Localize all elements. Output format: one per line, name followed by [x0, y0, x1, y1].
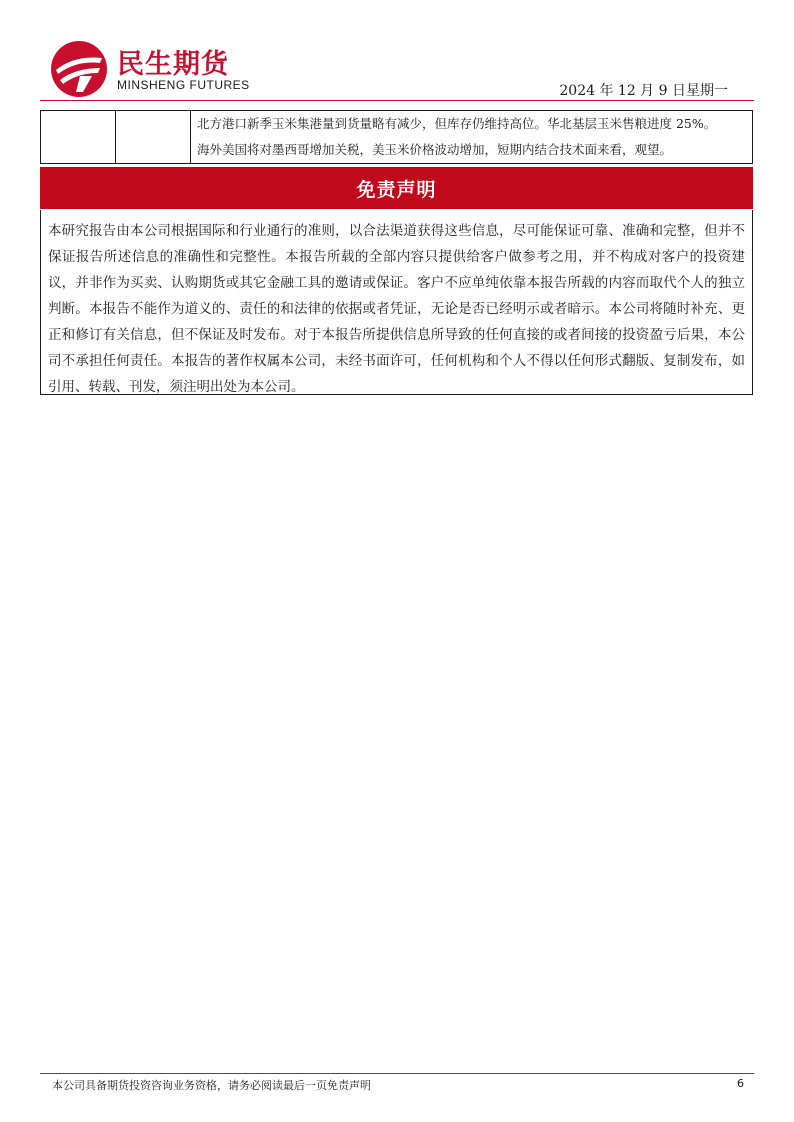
minsheng-logo-icon — [50, 40, 108, 98]
disclaimer-body: 本研究报告由本公司根据国际和行业通行的准则，以合法渠道获得这些信息，尽可能保证可靠、准确和完整，但并不保证报告所述信息的准确性和完整性。本报告所载的全部内容只提供给客户做参考之用，并不构成对客户的投资建议，并非作为买卖、认购期货或其它金融工具的邀请或保证。客户不应单纯依靠本报告所载的内容而取代个人的独立判断。本报告不能作为道义的、责任的和法律的依据或者凭证，无论是否已经明示或者暗示。本公司将随时补充、更正和修订有关信息，但不保证及时发布。对于本报告所提供信息所导致的任何直接的或者间接的投资盈亏后果，本公司不承担任何责任。本报告的著作权属本公司，未经书面许可，任何机构和个人不得以任何形式翻版、复制发布，如引用、转载、刊发，须注明出处为本公司。 — [40, 210, 753, 395]
header-divider — [40, 100, 754, 101]
brand-name-en: MINSHENG FUTURES — [117, 78, 250, 92]
content-table — [40, 110, 753, 164]
report-date: 2024 年 12 月 9 日星期一 — [559, 83, 728, 99]
table-row — [41, 111, 753, 164]
page-number: 6 — [737, 1077, 744, 1090]
footer-divider — [40, 1073, 754, 1074]
footer-notice: 本公司具备期货投资咨询业务资格，请务必阅读最后一页免责声明 — [52, 1079, 371, 1092]
table-cell-content — [191, 111, 753, 164]
table-cell-subcategory — [116, 111, 191, 164]
table-cell-category — [41, 111, 116, 164]
content-line: 海外美国将对墨西哥增加关税，美玉米价格波动增加，短期内结合技术面来看，观望。 — [197, 142, 673, 157]
brand-name-cn: 民生期货 — [117, 49, 229, 80]
content-line: 北方港口新季玉米集港量到货量略有减少，但库存仍维持高位。华北基层玉米售粮进度 25%。 — [197, 116, 717, 131]
disclaimer-title: 免责声明 — [40, 167, 753, 209]
